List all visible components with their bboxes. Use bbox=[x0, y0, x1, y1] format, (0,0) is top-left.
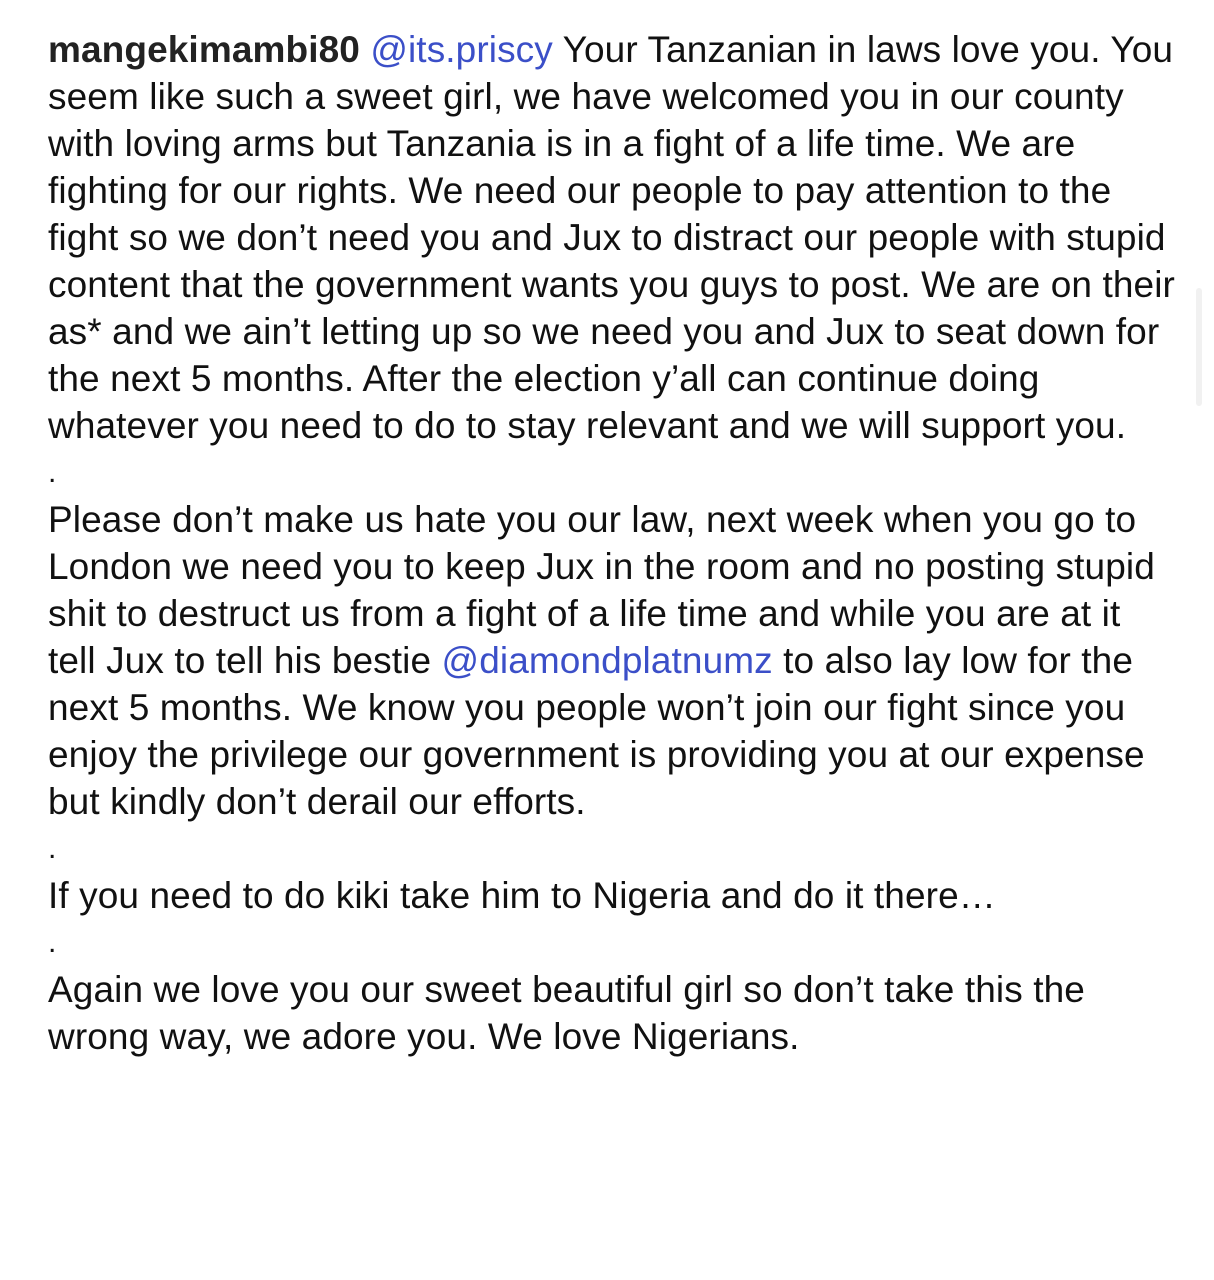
separator-dot-1: . bbox=[48, 456, 57, 489]
separator-dot-2: . bbox=[48, 832, 57, 865]
paragraph-1-text: Your Tanzanian in laws love you. You seem like such a sweet girl, we have welcomed you in our county with loving arms but Tanzania is in a fight of a life time. We are fighting for our rights. We need our people to pay attention to the fight so we don’t need you and Jux to distract our people with stupid content that the government wants you guys to post. We are on their as* and we ain’t letting up so we need you and Jux to seat down for the next 5 months. After the election y’all can continue doing whatever you need to do to stay relevant and we will support you. bbox=[48, 29, 1175, 446]
comment-paragraph-2 bbox=[48, 496, 1178, 825]
paragraph-2-text-after: to also lay low for the next 5 months. We know you people won’t join our fight since you enjoy the privilege our government is providing you at our expense but kindly don’t derail our efforts. bbox=[48, 640, 1145, 822]
comment-paragraph-4: Again we love you our sweet beautiful girl so don’t take this the wrong way, we adore you. We love Nigerians. bbox=[48, 969, 1085, 1057]
comment-body bbox=[48, 26, 1178, 1060]
mention-its-priscy[interactable]: @its.priscy bbox=[370, 29, 553, 70]
mention-diamondplatnumz[interactable]: @diamondplatnumz bbox=[441, 640, 773, 681]
vertical-scrollbar[interactable] bbox=[1196, 288, 1202, 406]
separator-dot-3: . bbox=[48, 926, 57, 959]
comment-paragraph-1 bbox=[48, 26, 1178, 449]
comment-paragraph-3: If you need to do kiki take him to Nigeria and do it there… bbox=[48, 875, 996, 916]
paragraph-2-text-before: Please don’t make us hate you our law, next week when you go to London we need you to keep Jux in the room and no posting stupid shit to destruct us from a fight of a life time and while you are at it tell Jux to tell his bestie bbox=[48, 499, 1155, 681]
comment-username[interactable]: mangekimambi80 bbox=[48, 29, 360, 70]
